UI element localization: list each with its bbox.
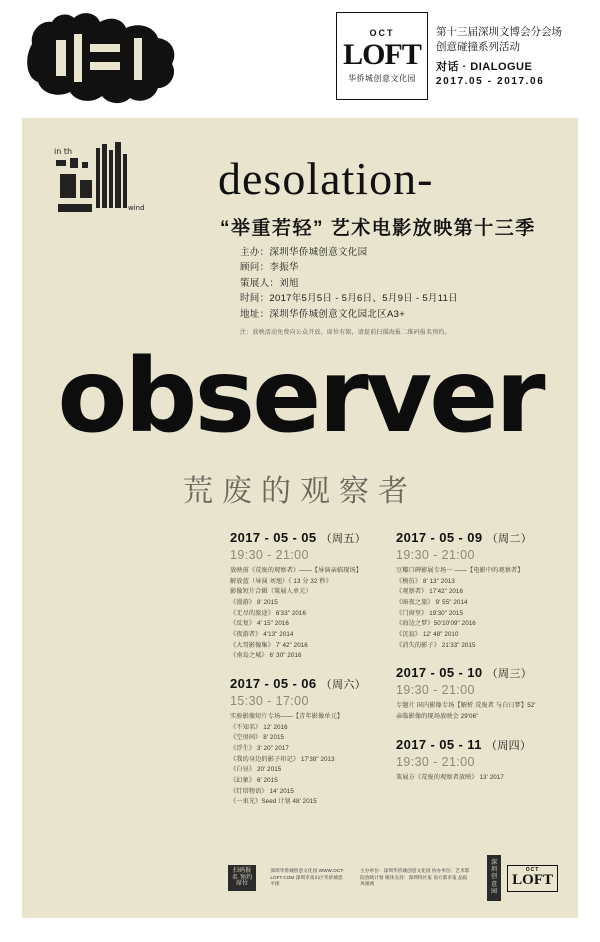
footer-oct-text: OCT — [525, 866, 540, 873]
film-item: 《空房间》 8' 2015 — [230, 734, 285, 742]
film-item: 《反复》 4' 15" 2016 — [230, 620, 289, 628]
badge-line-2: 创意碰撞系列活动 — [436, 41, 520, 53]
film-item: 《浮生》 3' 20" 2017 — [230, 744, 289, 752]
schedule-column-right — [396, 530, 540, 822]
oct-loft-cn-text: 华侨城创意文化园 — [348, 73, 416, 83]
film-item: 《暗夜之旅》 9' 55" 2014 — [396, 598, 468, 606]
schedule-weekday: （周五） — [320, 533, 367, 545]
ink-blot-logo — [22, 10, 182, 106]
film-item: 影像短片合辑（策展人单元） — [230, 588, 312, 596]
credit-line-curator: 策展人：刘旭 — [240, 277, 299, 289]
schedule-time: 19:30 - 21:00 — [230, 548, 309, 562]
schedule-block — [230, 530, 374, 662]
registration-note: 注：放映活动免费向公众开放，席位有限，请提前扫描海报二维码报名预约。 — [240, 330, 451, 336]
film-item: 《模仿》 8' 13" 2013 — [396, 577, 455, 585]
big-word-observer: observer — [57, 337, 543, 456]
film-item: 《不知名》 12' 2016 — [230, 723, 288, 731]
schedule-date — [230, 530, 374, 546]
schedule-film-list — [230, 712, 374, 808]
schedule-date-text: 2017 - 05 - 06 — [230, 675, 317, 691]
film-item: 《海边之梦》50'10'09" 2016 — [396, 620, 476, 628]
film-item: 《消失的影子》 21'33" 2015 — [396, 641, 476, 649]
schedule-area — [230, 530, 540, 822]
building-glyph-icon — [52, 140, 152, 220]
svg-text:wind: wind — [128, 204, 145, 212]
schedule-block — [396, 530, 540, 651]
footer-loft-text: LOFT — [512, 871, 553, 888]
film-item: 《漫游》 8' 2015 — [230, 598, 278, 606]
schedule-weekday: （周四） — [485, 739, 532, 752]
film-item: 放映前《荒废的观察者》——【导演亲临现场】 — [230, 567, 363, 574]
footer-logo-group — [487, 855, 558, 901]
schedule-weekday: （周三） — [486, 668, 533, 681]
schedule-date — [396, 530, 540, 546]
schedule-film-list — [396, 773, 540, 784]
film-item: 专题片 国内影像专场【解析 荒废者 与白日梦】52' — [396, 702, 536, 710]
film-item: 亲临影像的现场放映会 29'06" — [396, 712, 479, 720]
svg-text:in th: in th — [54, 147, 73, 156]
schedule-date-text: 2017 - 05 - 09 — [396, 530, 483, 545]
schedule-time: 19:30 - 21:00 — [396, 548, 475, 562]
film-item: 《大哥影像集》 7' 42" 2016 — [230, 641, 308, 649]
badge-text-block — [428, 12, 571, 100]
film-item: 《幻象》 6' 2015 — [230, 776, 278, 784]
schedule-block — [230, 676, 374, 808]
schedule-weekday: （周六） — [320, 678, 367, 691]
big-word-chinese: 荒废的观察者 — [183, 475, 417, 508]
schedule-block — [396, 665, 540, 722]
footer-text-left: 深圳华侨城创意文化园 WWW.OCT-LOFT.COM 深圳市南山区华侨城恩平街 — [270, 867, 345, 887]
footer-sponsor-mark: 深圳创意园 — [487, 855, 501, 901]
poster-main-panel — [22, 118, 578, 918]
top-white-band — [0, 0, 600, 118]
film-item: 《沉寂》 12' 48" 2010 — [396, 630, 459, 638]
credit-line-organizer: 主办：深圳华侨城创意文化园 — [240, 247, 368, 258]
schedule-date — [230, 676, 374, 692]
credit-line-address: 地址：深圳华侨城创意文化园北区A3+ — [240, 308, 406, 320]
schedule-date-text: 2017 - 05 - 05 — [230, 530, 317, 545]
schedule-time: 19:30 - 21:00 — [396, 683, 475, 698]
oct-text: OCT — [369, 27, 395, 38]
schedule-date-text: 2017 - 05 - 11 — [396, 736, 482, 752]
schedule-date — [396, 737, 540, 753]
film-item: 《门窗里》 19'30" 2015 — [396, 609, 463, 617]
footer-text-right: 主办单位：深圳华侨城创意文化园 协办单位：艺术影院放映计划 媒体支持：深圳特区报 南方都市报 晶报 凤凰网 — [360, 867, 470, 887]
film-item: 《我的身边的影子印记》 17'38" 2013 — [230, 755, 335, 763]
film-item: 《灯塔物语》 14' 2015 — [230, 787, 294, 795]
qr-code-placeholder: 扫码报名 预约席位 — [228, 865, 256, 891]
credit-line-time: 时间：2017年5月5日 - 5月6日、5月9日 - 5月11日 — [240, 293, 458, 305]
film-item: 《观察者》 17'42" 2016 — [396, 588, 463, 596]
schedule-film-list — [396, 701, 540, 722]
headline-english: desolation- — [218, 153, 434, 204]
film-item: 《白昼》 20' 2015 — [230, 766, 282, 774]
badge-line-4: 2017.05 - 2017.06 — [436, 76, 545, 88]
oct-loft-badge — [336, 12, 571, 100]
credit-line-advisor: 顾问：李振华 — [240, 262, 299, 274]
footer-oct-loft-badge — [507, 865, 558, 892]
schedule-film-list — [396, 566, 540, 651]
loft-text: LOFT — [343, 37, 421, 71]
film-item: 策展方《荒废的观察者放映》 13' 2017 — [396, 773, 504, 781]
schedule-column-left — [230, 530, 374, 822]
film-item: 解放蓝（导演 刘旭）《 13 分 32 秒》 — [230, 577, 332, 585]
subtitle-chinese: “举重若轻” 艺术电影放映第十三季 — [220, 218, 536, 239]
schedule-block — [396, 737, 540, 784]
schedule-weekday: （周二） — [486, 533, 533, 545]
schedule-time: 19:30 - 21:00 — [396, 754, 475, 769]
badge-line-3: 对话 · DIALOGUE — [436, 61, 533, 74]
schedule-date-text: 2017 - 05 - 10 — [396, 665, 483, 681]
schedule-date — [396, 665, 540, 681]
film-item: 《一束光》Seed 计划 48' 2015 — [230, 798, 317, 806]
film-item: 《南岛之城》 6' 30" 2016 — [230, 652, 302, 660]
film-item: 《夜游者》 4'13" 2014 — [230, 630, 294, 638]
film-item: 《无尽的旅途》 6'33" 2016 — [230, 609, 307, 617]
schedule-time: 15:30 - 17:00 — [230, 693, 309, 708]
credits-block — [240, 245, 458, 322]
film-item: 实验影像短片专场——【青年影像单元】 — [230, 712, 344, 720]
badge-line-1: 第十三届深圳文博会分会场 — [436, 25, 562, 38]
schedule-film-list — [230, 566, 374, 662]
poster-footer — [228, 858, 558, 898]
oct-loft-mark — [336, 12, 428, 100]
film-item: 豆瓣口碑影展专场一 ——【电影中的观察者】 — [396, 567, 524, 574]
